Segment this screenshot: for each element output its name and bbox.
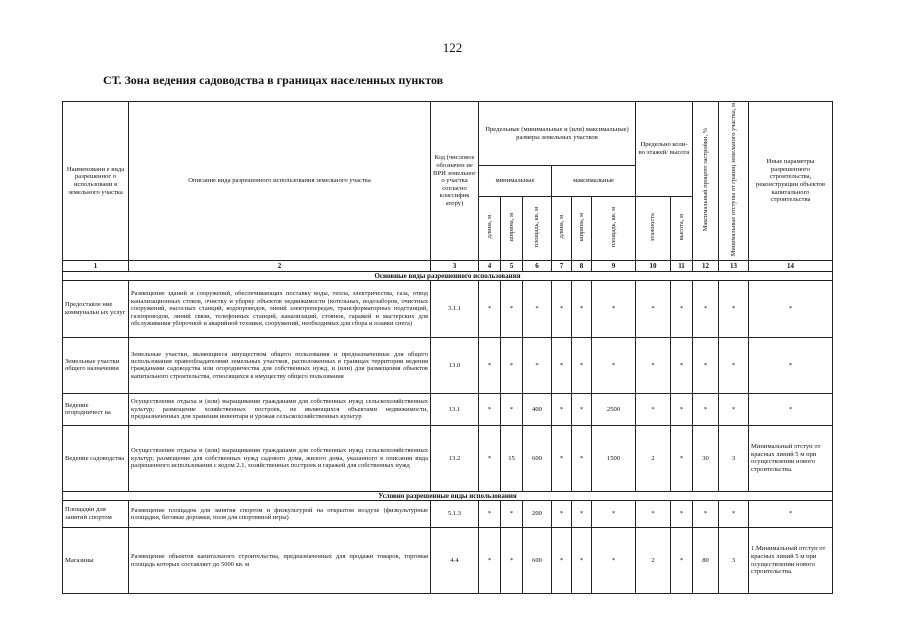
param-cell: * (501, 280, 523, 337)
param-cell: * (501, 528, 523, 594)
param-cell: * (671, 501, 693, 528)
param-cell: * (693, 393, 719, 425)
param-cell: * (572, 528, 592, 594)
other-params: Минимальный отступ от красных линий 5 м при осуществлении нового строительства. (749, 425, 833, 491)
header-description: Описание вида разрешенного использования земельного участка (129, 102, 431, 261)
header-floors: этажность (636, 196, 671, 260)
use-description: Размещение объектов капитального строительства, предназначенных для продажи товаров, торговая площадь которых составляет до 5000 кв. м (129, 528, 431, 594)
param-cell: * (479, 280, 501, 337)
header-min-width: ширина, м (501, 196, 523, 260)
zoning-table (62, 101, 833, 594)
param-cell: * (572, 425, 592, 491)
param-cell: * (523, 280, 552, 337)
param-cell: 3 (719, 425, 749, 491)
param-cell: 30 (693, 425, 719, 491)
table-row (63, 425, 833, 491)
param-cell: * (719, 337, 749, 393)
param-cell: * (671, 393, 693, 425)
param-cell: 600 (523, 528, 552, 594)
param-cell: 400 (523, 393, 552, 425)
use-code: 13.1 (431, 393, 479, 425)
param-cell: * (719, 393, 749, 425)
column-number: 14 (749, 260, 833, 271)
param-cell: * (636, 393, 671, 425)
header-other: Иные параметры разрешенного строительства, реконструкции объектов капитального строительства (749, 102, 833, 261)
table-row (63, 528, 833, 594)
use-code: 13.2 (431, 425, 479, 491)
param-cell: * (719, 501, 749, 528)
param-cell: 1500 (592, 425, 636, 491)
section-title: Условно разрешенные виды использования (63, 491, 833, 500)
param-cell: 2 (636, 528, 671, 594)
use-name: Ведение огородничест ва (63, 393, 129, 425)
param-cell: * (592, 501, 636, 528)
column-number: 2 (129, 260, 431, 271)
param-cell: * (501, 501, 523, 528)
column-number: 9 (592, 260, 636, 271)
param-cell: 2 (636, 425, 671, 491)
param-cell: * (671, 425, 693, 491)
use-description: Осуществление отдыха и (или) выращивания гражданами для собственных нужд сельскохозяйственных культур; размещение для собственных нужд садового дома, жилого дома, указанного в описании вида разрешенного использования с кодом 2.1, хозяйственных построек и гаражей для собственных нужд (129, 425, 431, 491)
column-number: 12 (693, 260, 719, 271)
header-max-area: площадь, кв. м (592, 196, 636, 260)
param-cell: * (479, 425, 501, 491)
header-min: минимальные (479, 166, 552, 197)
param-cell: * (693, 337, 719, 393)
use-description: Размещение площадок для занятия спортом и физкультурой на открытом воздухе (физкультурные площадки, беговые дорожки, поля для спортивной игры) (129, 501, 431, 528)
param-cell: * (636, 280, 671, 337)
param-cell: * (479, 528, 501, 594)
use-name: Предоставле ние коммунальн ых услуг (63, 280, 129, 337)
param-cell: * (671, 280, 693, 337)
param-cell: * (552, 425, 572, 491)
param-cell: * (636, 501, 671, 528)
use-name: Земельные участки общего назначения (63, 337, 129, 393)
other-params: * (749, 501, 833, 528)
use-code: 5.1.3 (431, 501, 479, 528)
param-cell: 2500 (592, 393, 636, 425)
param-cell: * (479, 337, 501, 393)
column-number: 4 (479, 260, 501, 271)
param-cell: * (592, 337, 636, 393)
use-description: Земельные участки, являющиеся имуществом общего пользования и предназначенные для общего использования правообладателями земельных участков, расположенных в границах территории ведения гражданами садоводства или огородничества для собственных нужд, и (или) для размещения объектов капитального строительства, относящихся к имуществу общего пользования (129, 337, 431, 393)
column-number: 7 (552, 260, 572, 271)
param-cell: * (552, 337, 572, 393)
param-cell: 80 (693, 528, 719, 594)
param-cell: * (552, 528, 572, 594)
column-numbers-row (63, 260, 833, 271)
header-max: максимальные (552, 166, 636, 197)
param-cell: * (636, 337, 671, 393)
param-cell: * (523, 337, 552, 393)
use-name: Площадки для занятий спортом (63, 501, 129, 528)
other-params: 1.Минимальный отступ от красных линий 5 м при осуществлении нового строительства. (749, 528, 833, 594)
header-floors-group: Предельно коли-во этажей/ высота (636, 102, 693, 197)
param-cell: * (719, 280, 749, 337)
param-cell: * (572, 280, 592, 337)
page-number: 122 (442, 40, 463, 55)
header-name: Наименовани е вида разрешенног о использовани я земельного участка (63, 102, 129, 261)
column-number: 1 (63, 260, 129, 271)
header-setbacks: Минимальные отступы от границ земельного участка, м (719, 102, 749, 261)
param-cell: * (552, 280, 572, 337)
param-cell: * (552, 501, 572, 528)
header-max-width: ширина, м (572, 196, 592, 260)
header-coverage: Максимальный процент застройки, % (693, 102, 719, 261)
header-limits: Предельные (минимальные и (или) максимальные) размеры земельных участков (479, 102, 636, 166)
table-row (63, 501, 833, 528)
header-height: высота, м (671, 196, 693, 260)
other-params: * (749, 280, 833, 337)
param-cell: * (671, 337, 693, 393)
use-description: Осуществление отдыха и (или) выращивания гражданами для собственных нужд сельскохозяйственных культур; размещение хозяйственных построек, не являющихся объектами недвижимости, предназначенных для хранения инвентаря и урожая сельскохозяйственных культур (129, 393, 431, 425)
column-number: 5 (501, 260, 523, 271)
header-code: Код (числовое обозначен ие ВРИ земельног о участка согласно классифик атору) (431, 102, 479, 261)
param-cell: * (572, 337, 592, 393)
header-min-area: площадь, кв. м (523, 196, 552, 260)
column-number: 10 (636, 260, 671, 271)
column-number: 13 (719, 260, 749, 271)
param-cell: 200 (523, 501, 552, 528)
other-params: * (749, 393, 833, 425)
param-cell: * (693, 280, 719, 337)
column-number: 6 (523, 260, 552, 271)
param-cell: * (693, 501, 719, 528)
column-number: 11 (671, 260, 693, 271)
param-cell: * (592, 280, 636, 337)
table-row (63, 393, 833, 425)
param-cell: * (501, 337, 523, 393)
param-cell: * (501, 393, 523, 425)
document-title: СТ. Зона ведения садоводства в границах населенных пунктов (103, 73, 444, 87)
use-name: Ведение садоводства (63, 425, 129, 491)
use-description: Размещение зданий и сооружений, обеспечивающих поставку воды, тепла, электричества, газа, отвод канализационных стоков, очистку и уборку объектов недвижимости (котельных, водозаборов, очистных сооружений, насосных станций, водопроводов, линий электропередач, трансформаторных подстанций, газопроводов, линий связи, телефонных станций, канализаций, стоянок, гаражей и мастерских для обслуживания уборочной и аварийной техники, сооружений, необходимых для сбора и плавки снега) (129, 280, 431, 337)
use-code: 4.4 (431, 528, 479, 594)
section-row (63, 271, 833, 280)
table-row (63, 337, 833, 393)
use-code: 13.0 (431, 337, 479, 393)
param-cell: 600 (523, 425, 552, 491)
param-cell: * (572, 393, 592, 425)
param-cell: * (479, 393, 501, 425)
use-code: 3.1.1 (431, 280, 479, 337)
param-cell: 3 (719, 528, 749, 594)
other-params: * (749, 337, 833, 393)
header-max-length: длина, м (552, 196, 572, 260)
param-cell: * (552, 393, 572, 425)
use-name: Магазины (63, 528, 129, 594)
column-number: 3 (431, 260, 479, 271)
header-min-length: длина, м (479, 196, 501, 260)
table-row (63, 280, 833, 337)
param-cell: * (479, 501, 501, 528)
section-row (63, 491, 833, 500)
param-cell: * (592, 528, 636, 594)
param-cell: * (671, 528, 693, 594)
column-number: 8 (572, 260, 592, 271)
section-title: Основные виды разрешенного использования (63, 271, 833, 280)
param-cell: 15 (501, 425, 523, 491)
param-cell: * (572, 501, 592, 528)
